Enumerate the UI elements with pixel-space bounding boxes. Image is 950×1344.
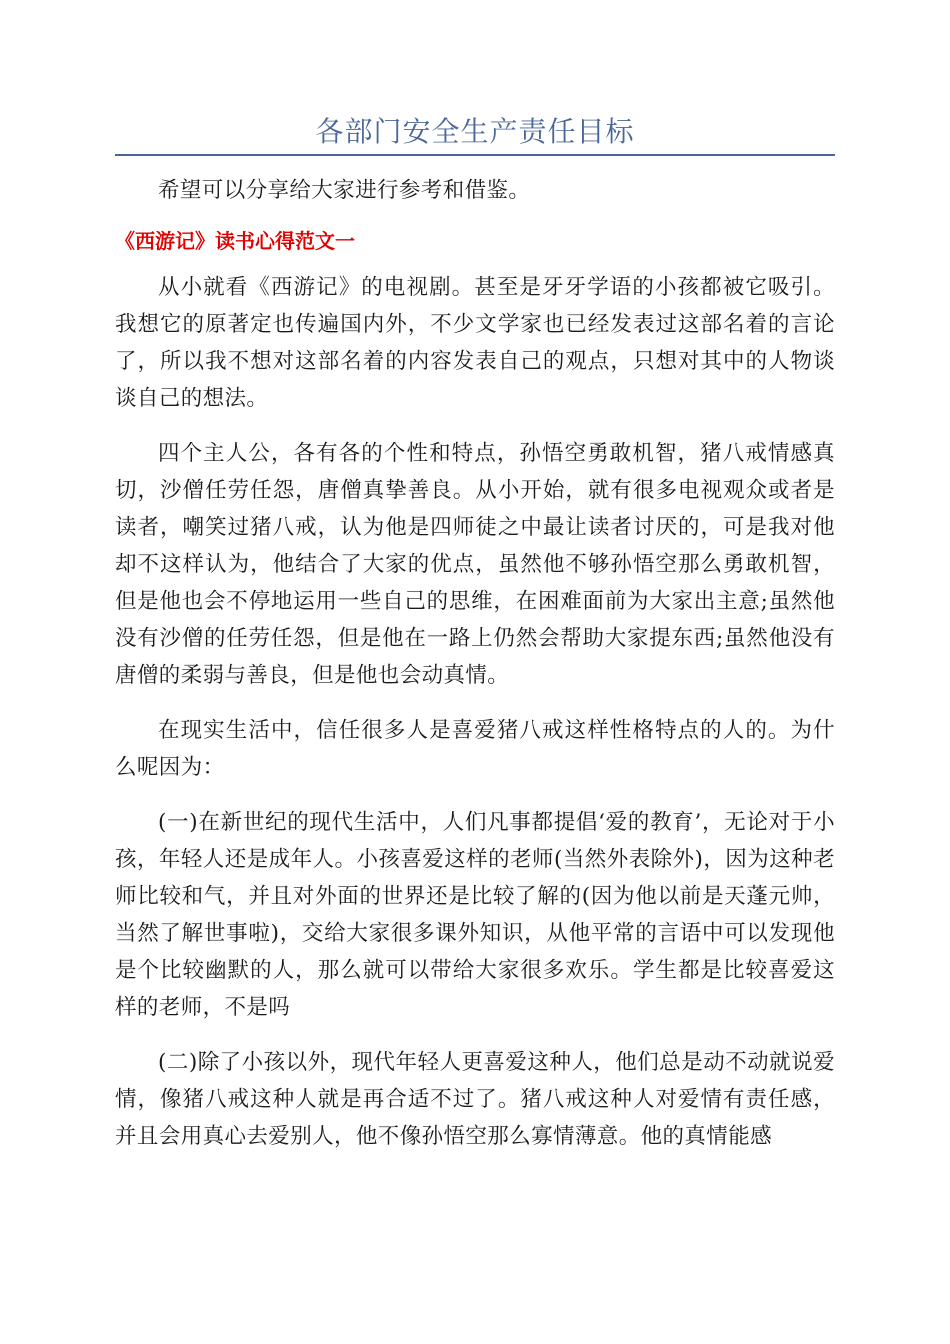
document-title: 各部门安全生产责任目标 xyxy=(315,115,635,148)
title-underline xyxy=(115,154,835,156)
body-paragraph-4: (一)在新世纪的现代生活中，人们凡事都提倡‘爱的教育’，无论对于小孩，年轻人还是成年人。小孩喜爱这样的老师(当然外表除外)，因为这种老师比较和气，并且对外面的世界还是比较了解的(因为他以前是天蓬元帅，当然了解世事啦)，交给大家很多课外知识，从他平常的言语中可以发现他是个比较幽默的人，那么就可以带给大家很多欢乐。学生都是比较喜爱这样的老师，不是吗 xyxy=(115,810,835,1020)
section-heading: 《西游记》读书心得范文一 xyxy=(115,229,355,253)
body-paragraph-2: 四个主人公，各有各的个性和特点，孙悟空勇敢机智，猪八戒情感真切，沙僧任劳任怨，唐僧真挚善良。从小开始，就有很多电视观众或者是读者，嘲笑过猪八戒，认为他是四师徒之中最让读者讨厌的，可是我对他却不这样认为，他结合了大家的优点，虽然他不够孙悟空那么勇敢机智，但是他也会不停地运用一些自己的思维，在困难面前为大家出主意;虽然他没有沙僧的任劳任怨，但是他在一路上仍然会帮助大家提东西;虽然他没有唐僧的柔弱与善良，但是他也会动真情。 xyxy=(115,441,835,688)
document-body xyxy=(115,172,835,1155)
body-paragraph-5: (二)除了小孩以外，现代年轻人更喜爱这种人，他们总是动不动就说爱情，像猪八戒这种人就是再合适不过了。猪八戒这种人对爱情有责任感，并且会用真心去爱别人，他不像孙悟空那么寡情薄意。他的真情能感 xyxy=(115,1050,835,1149)
body-paragraph-3: 在现实生活中，信任很多人是喜爱猪八戒这样性格特点的人的。为什么呢因为： xyxy=(115,718,835,780)
intro-paragraph: 希望可以分享给大家进行参考和借鉴。 xyxy=(158,178,531,203)
body-paragraph-1: 从小就看《西游记》的电视剧。甚至是牙牙学语的小孩都被它吸引。我想它的原著定也传遍国内外，不少文学家也已经发表过这部名着的言论了，所以我不想对这部名着的内容发表自己的观点，只想对其中的人物谈谈自己的想法。 xyxy=(115,275,835,411)
